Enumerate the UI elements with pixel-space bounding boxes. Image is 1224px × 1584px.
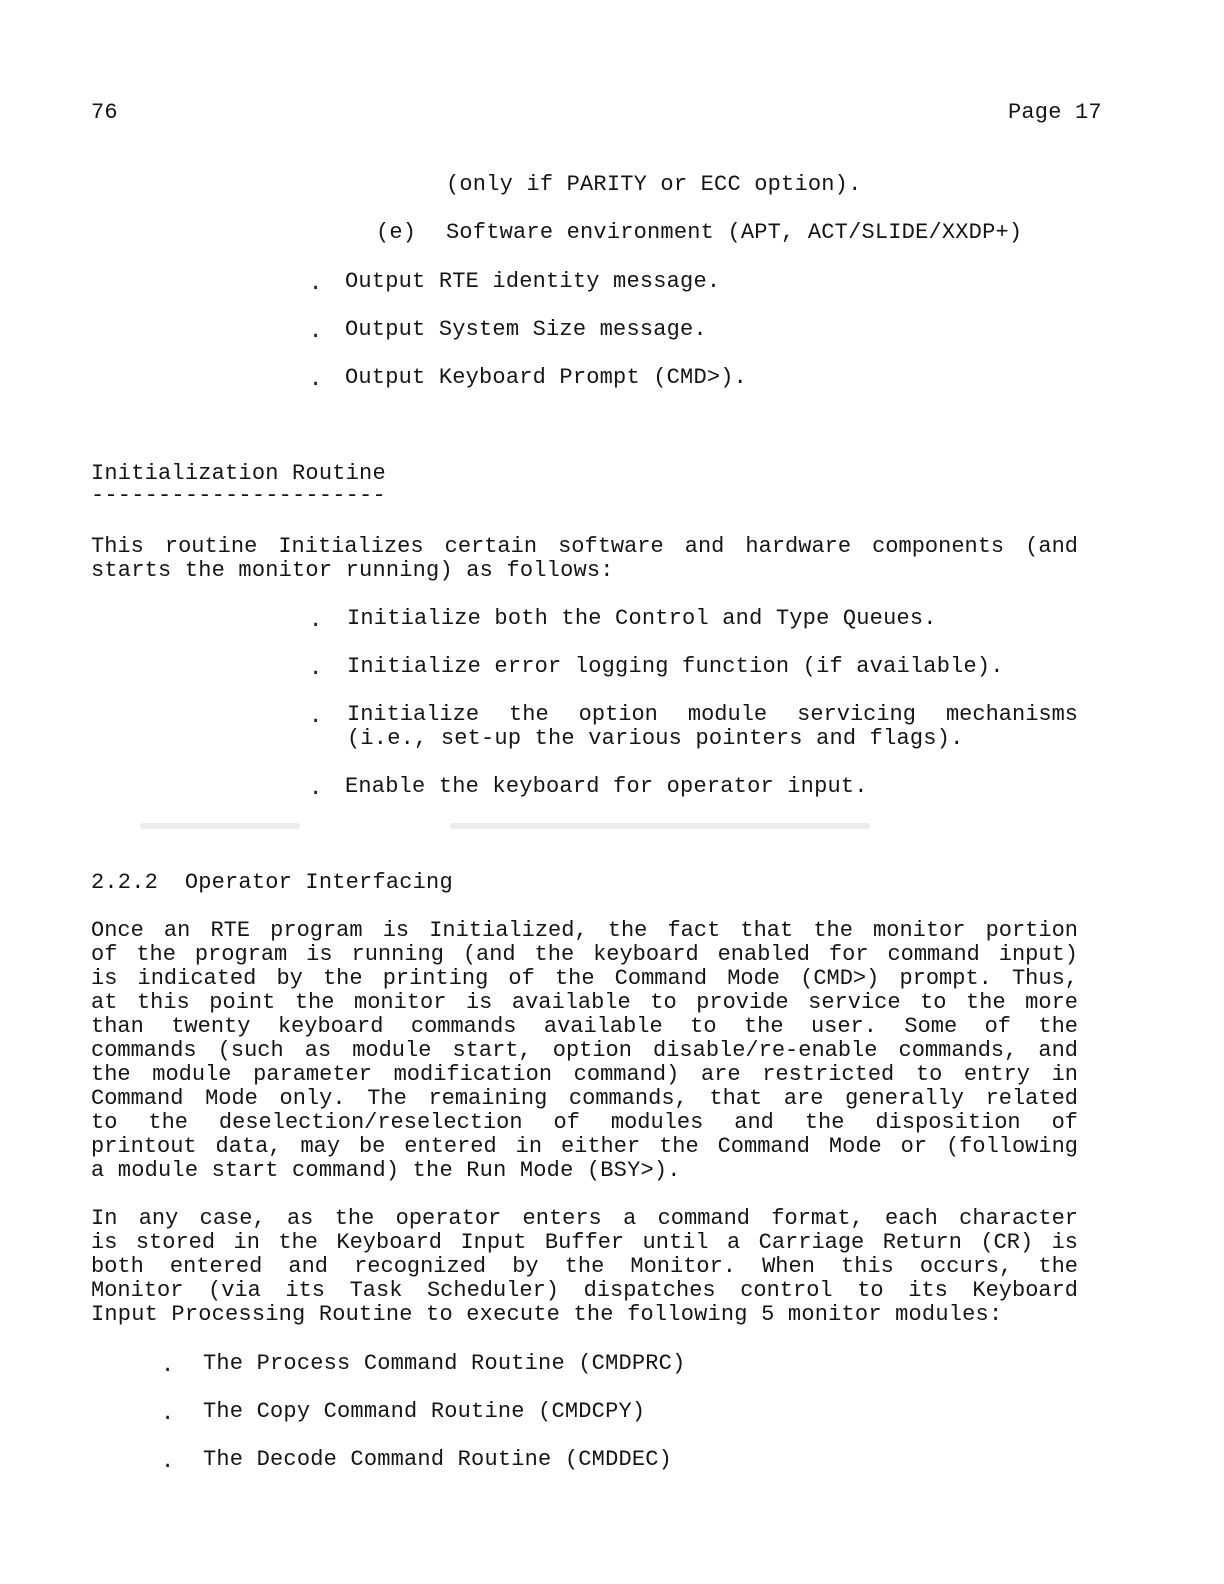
list-item: Initialize error logging function (if available).: [347, 654, 1004, 679]
paragraph-line: Input Processing Routine to execute the following 5 monitor modules:: [91, 1302, 1003, 1327]
paragraph-line: a module start command) the Run Mode (BSY>).: [91, 1158, 681, 1183]
paragraph-line: both entered and recognized by the Monitor. When this occurs, the: [91, 1254, 1078, 1279]
paragraph-line: is indicated by the printing of the Command Mode (CMD>) prompt. Thus,: [91, 966, 1078, 991]
bullet-dot: .: [161, 1353, 175, 1378]
list-item-continuation: (i.e., set-up the various pointers and flags).: [347, 726, 964, 751]
list-item: Initialize both the Control and Type Queues.: [347, 606, 937, 631]
list-item: Output RTE identity message.: [345, 269, 721, 294]
list-item: The Copy Command Routine (CMDCPY): [203, 1399, 646, 1424]
page-number-left: 76: [91, 100, 118, 125]
paragraph-line: at this point the monitor is available to provide service to the more: [91, 990, 1078, 1015]
bullet-dot: .: [161, 1449, 175, 1474]
bullet-dot: .: [309, 704, 323, 729]
paragraph-line: is stored in the Keyboard Input Buffer until a Carriage Return (CR) is: [91, 1230, 1078, 1255]
page-label: Page 17: [1008, 100, 1102, 125]
bullet-dot: .: [161, 1401, 175, 1426]
scan-smudge: [450, 823, 870, 829]
paragraph-line: commands (such as module start, option disable/re-enable commands, and: [91, 1038, 1078, 1063]
paragraph-line: printout data, may be entered in either the Command Mode or (following: [91, 1134, 1078, 1159]
list-item: Initialize the option module servicing mechanisms: [347, 702, 1078, 727]
list-item: Output System Size message.: [345, 317, 707, 342]
list-item-marker: (e): [376, 220, 417, 245]
continuation-line: (only if PARITY or ECC option).: [446, 172, 862, 197]
scan-smudge: [140, 823, 300, 829]
bullet-dot: .: [309, 656, 323, 681]
list-item: Enable the keyboard for operator input.: [345, 774, 868, 799]
list-item-text: Software environment (APT, ACT/SLIDE/XXDP+): [446, 220, 1023, 245]
paragraph-line: than twenty keyboard commands available to the user. Some of the: [91, 1014, 1078, 1039]
paragraph-line: Command Mode only. The remaining commands, that are generally related: [91, 1086, 1078, 1111]
bullet-dot: .: [309, 367, 323, 392]
bullet-dot: .: [309, 776, 323, 801]
paragraph-line: of the program is running (and the keyboard enabled for command input): [91, 942, 1078, 967]
bullet-dot: .: [309, 608, 323, 633]
list-item: The Decode Command Routine (CMDDEC): [203, 1447, 673, 1472]
paragraph-line: the module parameter modification command) are restricted to entry in: [91, 1062, 1078, 1087]
paragraph-line: Once an RTE program is Initialized, the fact that the monitor portion: [91, 918, 1078, 943]
list-item: The Process Command Routine (CMDPRC): [203, 1351, 686, 1376]
bullet-dot: .: [309, 319, 323, 344]
paragraph-line: starts the monitor running) as follows:: [91, 558, 614, 583]
paragraph-line: Monitor (via its Task Scheduler) dispatches control to its Keyboard: [91, 1278, 1078, 1303]
paragraph-line: In any case, as the operator enters a command format, each character: [91, 1206, 1078, 1231]
section-heading: 2.2.2 Operator Interfacing: [91, 870, 453, 895]
heading-underline: ----------------------: [91, 483, 386, 508]
paragraph-line: to the deselection/reselection of modules and the disposition of: [91, 1110, 1078, 1135]
section-heading: Initialization Routine: [91, 461, 386, 486]
bullet-dot: .: [309, 271, 323, 296]
list-item: Output Keyboard Prompt (CMD>).: [345, 365, 748, 390]
paragraph-line: This routine Initializes certain software and hardware components (and: [91, 534, 1078, 559]
